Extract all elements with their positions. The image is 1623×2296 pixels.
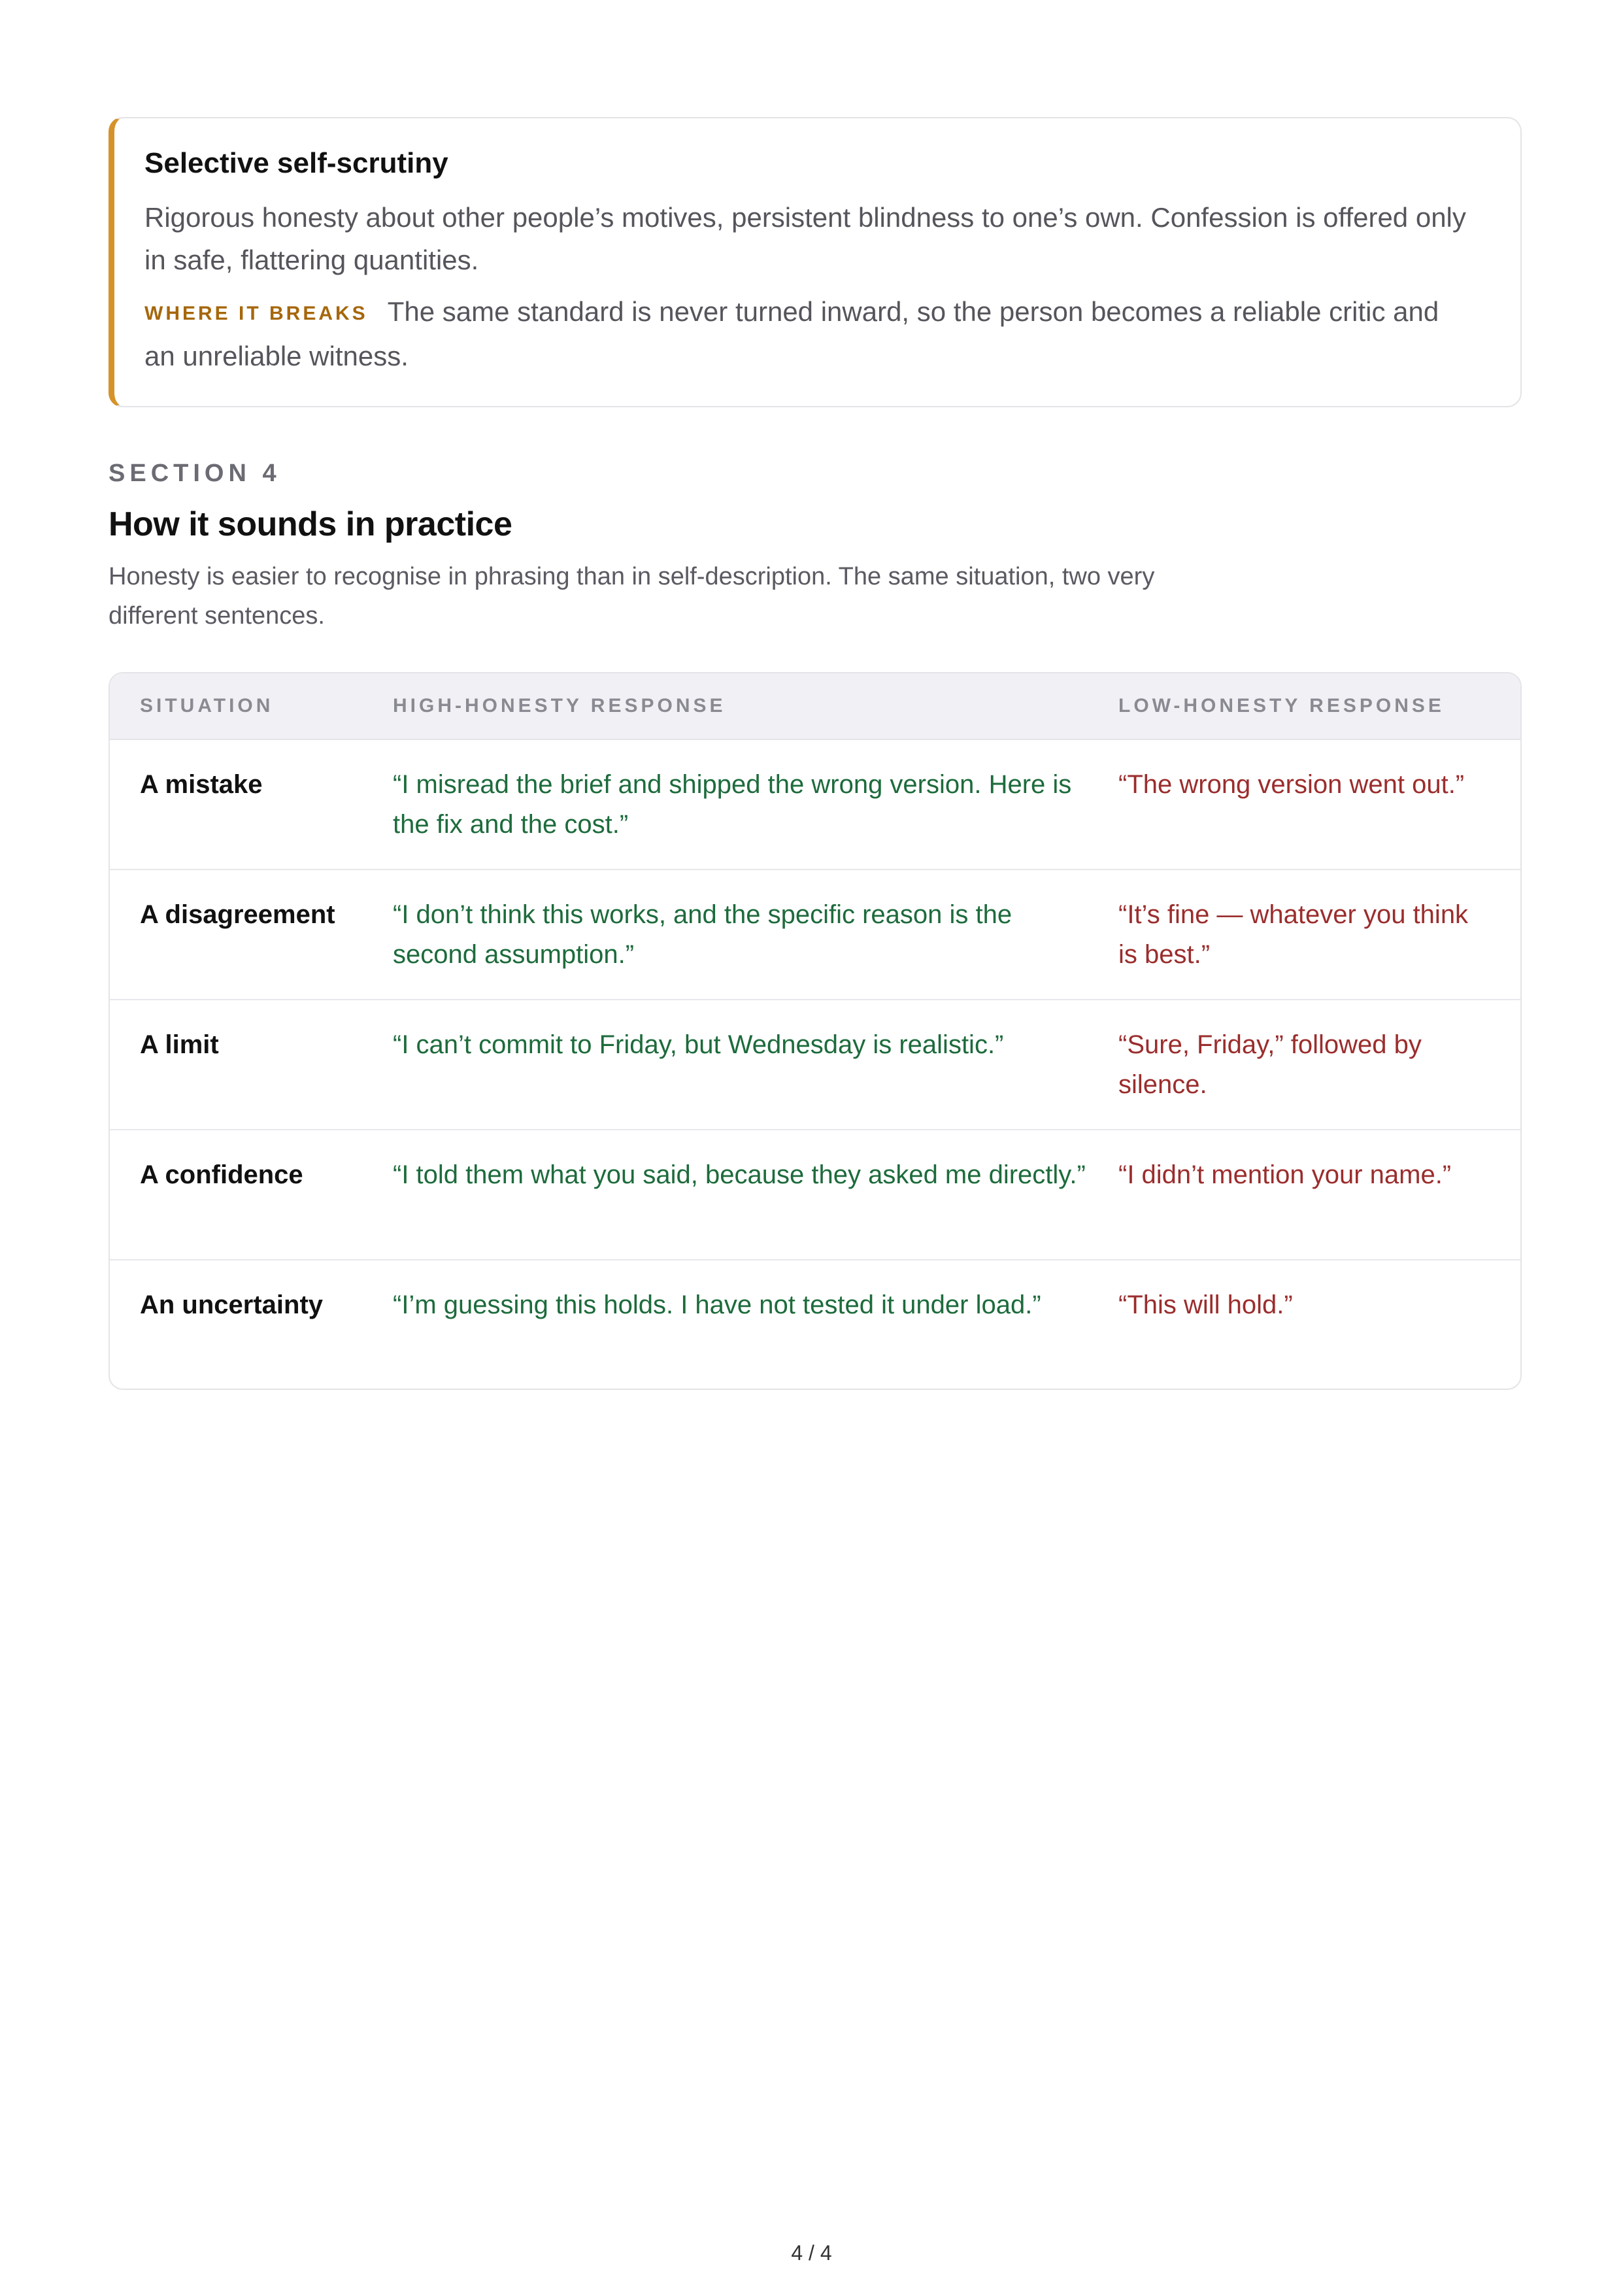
section-lede: Honesty is easier to recognise in phrasing than in self-description. The same situation, two very different sentences. — [109, 563, 1155, 630]
table-row — [110, 1000, 1520, 1130]
situation-cell: A limit — [140, 1030, 219, 1060]
situation-cell: A confidence — [140, 1160, 303, 1190]
situation-cell: An uncertainty — [140, 1291, 324, 1320]
section-kicker: SECTION 4 — [109, 460, 281, 488]
situation-cell: A disagreement — [140, 900, 335, 930]
page-indicator: 4 / 4 — [791, 2241, 832, 2265]
low-honesty-cell: “Sure, Friday,” followed by silence. — [1118, 1030, 1422, 1100]
callout-card — [109, 117, 1522, 407]
table-row — [110, 870, 1520, 1000]
page-content — [109, 117, 1522, 1390]
callout-title: Selective self-scrutiny — [144, 147, 448, 179]
table-row — [110, 740, 1520, 870]
high-honesty-cell: “I can’t commit to Friday, but Wednesday is realistic.” — [393, 1030, 1004, 1060]
low-honesty-cell: “This will hold.” — [1118, 1291, 1293, 1320]
comparison-table — [109, 672, 1522, 1390]
low-honesty-cell: “The wrong version went out.” — [1118, 770, 1465, 800]
situation-cell: A mistake — [140, 770, 263, 800]
break-label: WHERE IT BREAKS — [144, 303, 368, 325]
break-text: The same standard is never turned inward, so the person becomes a reliable critic and an unreliable witness. — [144, 296, 1439, 372]
callout-break-paragraph — [144, 290, 1472, 377]
table-header — [110, 673, 1520, 740]
table-row — [110, 1130, 1520, 1260]
high-honesty-cell: “I don’t think this works, and the specific reason is the second assumption.” — [393, 900, 1012, 970]
high-honesty-cell: “I misread the brief and shipped the wrong version. Here is the fix and the cost.” — [393, 770, 1072, 839]
high-honesty-cell: “I’m guessing this holds. I have not tested it under load.” — [393, 1291, 1041, 1320]
header-low-honesty: LOW-HONESTY RESPONSE — [1118, 695, 1445, 717]
section-title: How it sounds in practice — [109, 505, 512, 544]
header-high-honesty: HIGH-HONESTY RESPONSE — [393, 695, 726, 717]
high-honesty-cell: “I told them what you said, because they asked me directly.” — [393, 1160, 1086, 1190]
callout-body: Rigorous honesty about other people’s motives, persistent blindness to one’s own. Confession is offered only in safe, flattering quantities. — [144, 202, 1466, 276]
header-situation: SITUATION — [140, 695, 274, 717]
low-honesty-cell: “I didn’t mention your name.” — [1118, 1160, 1452, 1190]
low-honesty-cell: “It’s fine — whatever you think is best.” — [1118, 900, 1469, 970]
table-row — [110, 1260, 1520, 1389]
